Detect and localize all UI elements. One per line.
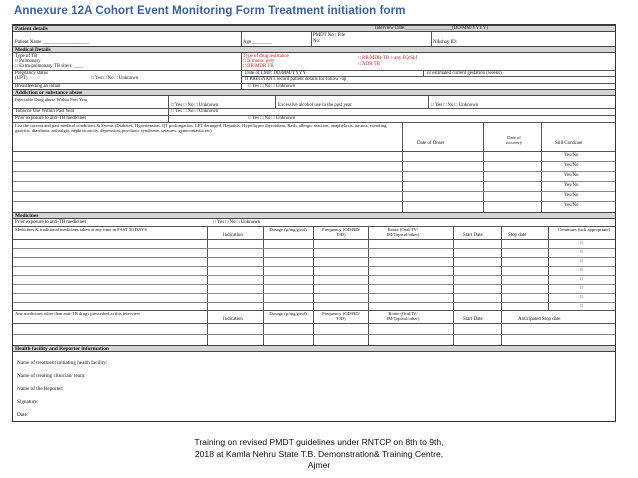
row-line: [13, 171, 615, 172]
frequency-header: Frequency (OD/BD/ TID): [322, 311, 360, 322]
breastfeeding-options[interactable]: □ Yes □ No □ Unknown: [248, 84, 296, 89]
patient-name-field[interactable]: Patient Name ___________________: [15, 40, 90, 45]
medical-details-header: [13, 46, 615, 53]
yes-no-cell[interactable]: Yes/No: [564, 173, 579, 178]
tobacco-label: Tobacco Use Within Past Year: [15, 109, 75, 114]
other-meds-header: Any medicines other than anti-TB drugs prescribed at this interview: [15, 311, 141, 316]
date-of-recovery-header: Date of recovery: [505, 135, 523, 146]
pmdt-no-label: PMDT No / File: [313, 33, 346, 38]
pregnancy-status-label: Pregnancy status: [15, 71, 49, 76]
medicines-title: Medicines: [15, 213, 39, 219]
divider: [402, 122, 403, 212]
continue-checkbox[interactable]: □: [580, 268, 583, 273]
age-field[interactable]: Age ________: [243, 40, 272, 45]
row-line: [13, 323, 615, 324]
patient-details-title: Patient details: [15, 26, 48, 32]
prior-anti-tb-label: Prior exposure to anti-TB medicines: [15, 116, 87, 121]
row-line: [13, 239, 615, 240]
if-pregnant-note: If PREGNANT record patient details for follow -up: [245, 77, 347, 82]
divider: [313, 310, 314, 345]
continue-checkbox[interactable]: □: [580, 304, 583, 309]
nikshay-id-field[interactable]: Nikshay ID:: [433, 40, 458, 45]
addiction-header: [13, 89, 615, 96]
row-line: [13, 201, 615, 202]
route-header: Route (Oral/IV/ IM/Topical/other): [386, 311, 420, 322]
injectable-label: Injectable Drug abuse Within Past Year: [15, 97, 88, 102]
route-header: Route (Oral/TV/ IM/Topical/other): [386, 227, 420, 238]
indication-header: Indication: [223, 233, 243, 238]
date-of-onset-header: Date of Onset: [417, 141, 445, 146]
date-field[interactable]: Date:: [17, 412, 29, 418]
start-date-header: Start Date: [463, 233, 483, 238]
rr-mdr-fq-sli-checkbox[interactable]: □ RR/MDR-TB + any FQ/SLI: [358, 56, 418, 61]
continue-checkbox[interactable]: □: [580, 259, 583, 264]
divider: [207, 310, 208, 345]
health-facility-header: [13, 345, 615, 352]
divider: [168, 96, 169, 122]
drug-resistance-label: Type of drug resistance: [243, 54, 289, 59]
yes-no-cell[interactable]: Yes/No: [564, 183, 579, 188]
type-of-tb-label: Type of TB: [15, 54, 38, 59]
rr-mdr-tb-checkbox[interactable]: □ RR/MDR TB: [243, 64, 274, 69]
reporter-name-field[interactable]: Name of the Reporter:: [17, 386, 64, 392]
continue-checkbox[interactable]: □: [580, 250, 583, 255]
patient-details-header: [13, 25, 615, 32]
cem-form: [12, 24, 616, 422]
dosage-header: Dosage (μ/mg/g/ml): [269, 227, 307, 232]
row-line: [13, 70, 615, 71]
still-continue-header: Still Continue: [555, 141, 583, 146]
upt-label: (UPT): [15, 76, 28, 81]
frequency-header: Frequency (OD/BD/ TID): [322, 227, 360, 238]
row-line: [13, 151, 615, 152]
row-line: [13, 181, 615, 182]
row-line: [13, 248, 615, 249]
row-line: [13, 161, 615, 162]
h-mono-poly-checkbox[interactable]: □ H mono/ poly: [243, 59, 275, 64]
caption-line-2: 2018 at Kamla Nehru State T.B. Demonstration& Training Centre,: [194, 448, 444, 459]
continue-checkbox[interactable]: □: [580, 241, 583, 246]
yes-no-cell[interactable]: Yes/No: [564, 193, 579, 198]
row-line: [13, 266, 615, 267]
continue-checkbox[interactable]: □: [580, 295, 583, 300]
yes-no-cell[interactable]: Yes/No: [564, 163, 579, 168]
conditions-header: List the current and past medical conditions & Events (Diabetes, Hypertension, QT prolongation, LFT deranged, Hepatitis, Hypo/hyper thyroidism, Rash, allergic reaction, anaphylaxis, nausea, vomiting, gastritis, diarrhoea, arthralgia, nephrotoxicity, depression, psychotic syndrome, seizures, gynecomastia etc): [15, 123, 388, 134]
pmdt-no-field[interactable]: No:: [313, 39, 321, 44]
divider: [241, 32, 242, 47]
continues-header: Continues (tick appropriate): [558, 227, 610, 232]
caption-line-1: Training on revised PMDT guidelines under RNTCP on 8th to 9th,: [194, 437, 444, 447]
divider: [263, 310, 264, 345]
row-line: [13, 302, 615, 303]
prior-exposure-label: Prior exposure to anti-TB medicines: [15, 220, 87, 225]
start-date-header: Start Date: [463, 317, 483, 322]
signature-field[interactable]: Signature:: [17, 399, 39, 405]
pregnancy-options[interactable]: □ Yes □ No □ Unknown: [91, 76, 139, 81]
indication-header: Indication: [223, 317, 243, 322]
stop-date-header: Stop date: [508, 233, 527, 238]
slide-caption: [60, 437, 578, 472]
divider: [431, 32, 432, 47]
injectable-options[interactable]: □ Yes □ No □ Unknown: [171, 103, 219, 108]
extra-pulmonary-checkbox[interactable]: □ Extra-pulmonary TB site/s: ____: [15, 64, 84, 69]
prior-exposure-options[interactable]: □ Yes □ No □ Unknown: [213, 220, 261, 225]
row-line: [13, 275, 615, 276]
caption-line-3: Ajmer: [307, 460, 331, 470]
divider: [541, 122, 542, 212]
breastfeeding-label: Breastfeeding an infant: [15, 84, 61, 89]
yes-no-cell[interactable]: Yes/No: [564, 203, 579, 208]
continue-checkbox[interactable]: □: [580, 286, 583, 291]
clinician-name-field[interactable]: Name of treating clinician/ team:: [17, 373, 86, 379]
medicines-header: [13, 212, 615, 219]
interview-date-label[interactable]: Interview Date:___________________(DD/MM/YYYY): [375, 26, 488, 31]
anticipated-stop-date-header: Anticipated Stop date: [518, 317, 561, 322]
xdr-tb-checkbox[interactable]: □ XDR TB: [358, 62, 380, 67]
continue-checkbox[interactable]: □: [580, 277, 583, 282]
row-line: [13, 83, 615, 84]
divider: [453, 310, 454, 345]
divider: [368, 310, 369, 345]
pulmonary-checkbox[interactable]: □ Pulmonary: [15, 59, 41, 64]
alcohol-label: Excessive alcohol use in the past year: [278, 103, 352, 108]
divider: [311, 32, 312, 47]
dosage-header: Dosage (μ/mg/g/ml): [269, 311, 307, 316]
date-of-lmp-field[interactable]: Date of LMP: DD/MM/YYYY: [245, 71, 306, 76]
yes-no-cell[interactable]: Yes/No: [564, 153, 579, 158]
row-line: [13, 257, 615, 258]
med-trad-header: Medicines & traditional medicines taken at any time in PAST 30 DAYS: [15, 227, 147, 232]
form-title: Annexure 12A Cohort Event Monitoring Form Treatment initiation form: [14, 5, 406, 17]
row-line: [13, 115, 615, 116]
facility-name-field[interactable]: Name of treatment initiating health facility:: [17, 360, 108, 366]
row-line: [13, 284, 615, 285]
divider: [428, 96, 429, 108]
divider: [275, 96, 276, 108]
row-line: [13, 334, 615, 335]
divider: [241, 53, 242, 70]
health-facility-title: Health facility and Reporter information: [15, 346, 109, 352]
row-line: [13, 191, 615, 192]
row-line: [13, 293, 615, 294]
medical-details-title: Medical Details: [15, 47, 51, 53]
prior-anti-tb-options[interactable]: □ Yes □ No □ Unknown: [248, 116, 296, 121]
tobacco-options[interactable]: □ Yes □ No □ Unknown: [171, 109, 219, 114]
alcohol-options[interactable]: □ Yes □ No □ Unknown: [431, 103, 479, 108]
addiction-title: Addiction or substance abuse: [15, 90, 83, 96]
gestation-field[interactable]: or estimated current gestation (weeks): [427, 71, 502, 76]
divider: [483, 122, 484, 212]
divider: [501, 310, 502, 345]
row-line: [13, 108, 615, 109]
